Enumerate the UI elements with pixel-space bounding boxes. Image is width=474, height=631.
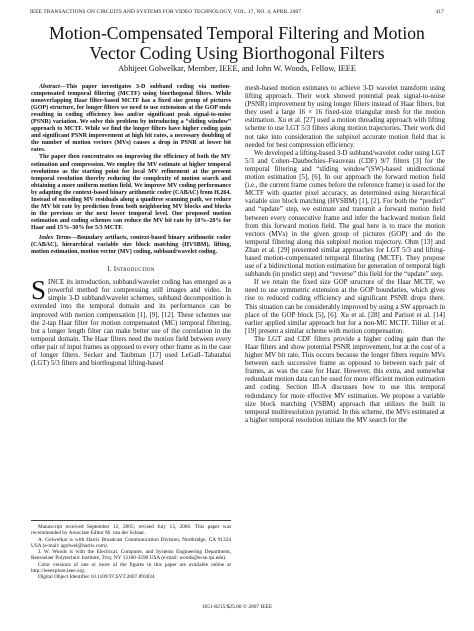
author-line: Abhijeet Golwelkar, Member, IEEE, and John W. Woods, Fellow, IEEE [118,64,356,73]
body-paragraph-1: mesh-based motion estimates to achieve 3-D wavelet transform using lifting approach. Their work showed potential peak signal-to-noise (PSNR) improvement by using longer filters instead of Haar filters, but they used a large 16 × 16 fixed-size triangular mesh for the motion estimation. Xu et al. [27] used a motion threading approach with lifting scheme to use LGT 5/3 filters along motion trajectories. Their work did not take into consideration the subpixel accurate motion field that is needed for best compression efficiency. [245,84,445,149]
intro-text: its introduction, subband/wavelet coding has emerged as a powerful method for compressing still images and video. In simple 3-D subband/wavelet schemes, subband decomposition is extended into the temporal domain and its performance can be improved with motion compensation [1], [9], [12]. These schemes use the 2-tap Haar filter for motion compensated (MC) temporal filtering, but a longer length filter can make better use of the correlation in the temporal domain. The Haar filters need the motion field between every other pair of input frames as opposed to every other frame as in the case of longer filters. Secker and Taubman [17] used LeGall–Tabatabai (LGT) 5/3 filters and biorthogonal lifting-based [31,278,231,368]
body-paragraph-4: The LGT and CDF filters provide a higher coding gain than the Haar filters and show potential PSNR improvement, but at the cost of a higher MV bit rate. This occurs because the longer filters require MVs between each successive frame as opposed to between each pair of frames, as was the case for Haar. However, this extra, and somewhat redundant motion data can be used for more efficient motion estimation and coding. Section III-A discusses how to use this temporal redundancy for more effective MV estimation. We propose a variable size block matching (VSBM) approach that utilizes the built in temporal multiresolution pyramid. In this scheme, the MVs estimated at a higher temporal resolution initiate the MV search for the [245,334,445,424]
abstract-paragraph-2: The paper then concentrates on improving the efficiency of both the MV estimation and compression. We employ the MV estimate at higher temporal resolutions as the starting point for local MV refinement at the present temporal resolution thereby reducing the complexity of motion search and obtaining a more uniform motion field. We improve MV coding performance by adapting the context-based binary arithmetic coder (CABAC) from H.264. Instead of encoding MV residuals along a quadtree scanning path, we reduce the MV bit rate by prediction from both neighboring MV blocks and blocks in the previous or the next lower temporal level. Our proposed motion estimation and coding schemes can reduce the MV bit rate by 10%–20% for Haar and 15%–30% for 5/3 MCTF. [31,154,231,231]
right-column [245,84,445,424]
footnote-manuscript: Manuscript received September 12, 2005; revised July 13, 2006. This paper was recommended by Associate Editor M. van der Schaar. [31,524,231,537]
section-heading: I. Introduction [107,266,155,274]
drop-cap: S [31,275,47,306]
abstract-label: Abstract— [39,84,66,90]
abstract [31,84,231,154]
journal-name: IEEE TRANSACTIONS ON CIRCUITS AND SYSTEMS FOR VIDEO TECHNOLOGY, VOL. 17, NO. 4, APRIL 2007 [30,9,302,15]
intro-paragraph [31,275,231,368]
abstract-paragraph-1: This paper investigates 3-D subband coding via motion-compensated temporal filtering (MCTF) using biorthogonal filters. While nonoverlapping Haar filter-based MCTF has a fixed size group of pictures (GOP) structure, for longer filters we need to use extensions at the GOP ends resulting in coding efficiency loss and/or significant peak signal-to-noise (PSNR) variation. We solve this problem by introducing a “sliding window” approach to MCTF. While we find the longer filters have higher coding gain and significant PSNR improvement at high bit rates, a necessary doubling of the number of motion vectors (MVs) causes a drop in PSNR at lower bit rates. [31,84,231,154]
footnote-author-1: A. Golwelkar is with Harris Broadcast Communication Division, Northridge, CA 91324 USA (e-mail: agolwel@harris.com). [31,536,231,549]
title-line-2: Vector Coding Using Biorthogonal Filters [89,42,385,63]
paper-title [20,24,454,63]
footnotes [31,520,231,580]
footnote-doi: Digital Object Identifier 10.1109/TCSVT.2007.893834 [38,574,155,580]
index-terms-label: Index Terms— [39,234,77,241]
footnote-author-2: J. W. Woods is with the Electrical, Computer, and Systems Engineering Department, Rensselaer Polytechnic Institute, Troy, NY 12180-3590 USA (e-mail: woods@ecse.rpi.edu). [31,549,231,562]
intro-lead-word: INCE [48,278,65,287]
copyright-footer: 1051-8215/$25.00 © 2007 IEEE [201,604,273,610]
running-head [30,9,444,18]
title-line-1: Motion-Compensated Temporal Filtering and Motion [49,23,425,43]
body-paragraph-3: If we retain the fixed size GOP structure of the Haar MCTF, we need to use symmetric extension at the GOP boundaries, which gives rise to reduced coding efficiency and significant PSNR drops there. This situation can be considerably improved by using a SW approach in place of the GOP block [5], [6]. Xu et al. [28] and Parisot et al. [14] earlier applied similar approach but for a non-MC MCTF. Tillier et al. [19] present a similar scheme with motion compensation. [245,278,445,335]
left-column [31,84,231,367]
index-terms [31,235,231,256]
body-paragraph-2: We developed a lifting-based 3-D subband/wavelet coder using LGT 5/3 and Cohen–Daubechies–Feauveau (CDF) 9/7 filters [3] for the temporal filtering and “sliding window”(SW)-based unidirectional motion estimation [5], [6]. In our approach the forward motion field (i.e., the current frame comes before the reference frame) is used for the MCTF with quarter pixel accuracy, as determined using hierarchical variable size block matching (HVSBM) [1], [2]. For both the “predict” and “update” step, we estimate and transmit a forward motion field between every consecutive frame and infer the backward motion field from this forward motion field. The goal here is to trace the motion vectors (MVs) in the given group of pictures (GOP) and do the temporal filtering along this subpixel motion trajectory. Ohm [13] and Zhan et al. [29] presented similar approaches for LGT 5/3 and lifting-based motion-compensated temporal filtering (MCTF). They propose use of a bidirectional motion estimation for generation of temporal high subbands (in predict step) and “reverse” this field for the “update” step. [245,148,445,279]
index-terms-text: Boundary artifacts, context-based binary arithmetic coder (CABAC), hierarchical variable size block matching (HVSBM), lifting, motion estimation, motion vector (MV) coding, subband/wavelet coding. [31,234,231,256]
page-number: 417 [435,9,444,15]
footnote-color: Color versions of one or more of the figures in this paper are available online at http://ieeexplore.ieee.org. [31,561,231,574]
